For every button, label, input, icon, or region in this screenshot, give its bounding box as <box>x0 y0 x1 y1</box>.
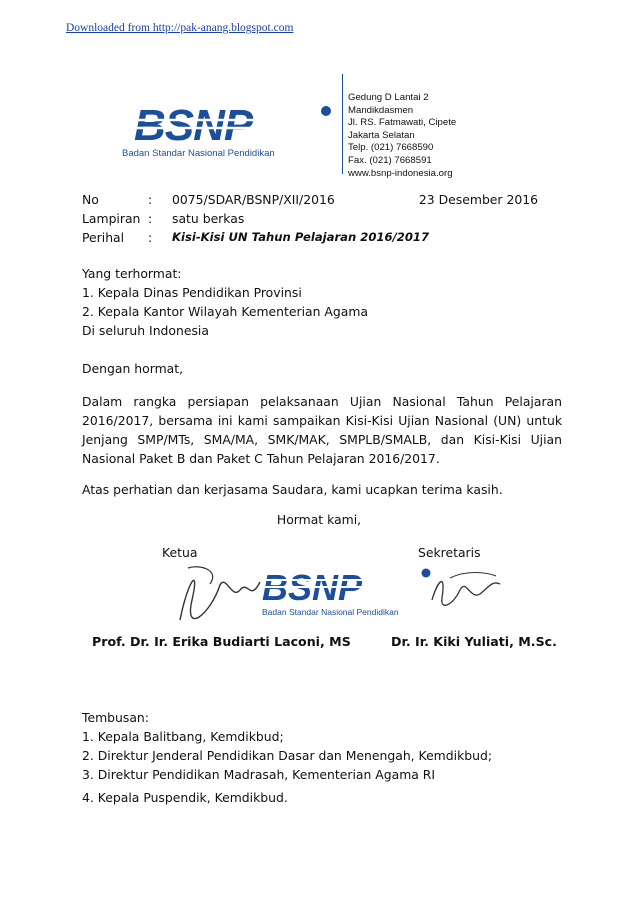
colon: : <box>148 230 153 245</box>
closing: Hormat kami, <box>276 512 362 527</box>
recipient-location: Di seluruh Indonesia <box>82 323 209 338</box>
ketua-title: Ketua <box>162 545 198 560</box>
meta-row-no <box>82 190 542 209</box>
stamp-wordmark: BSNP <box>262 567 363 608</box>
stamp-subtitle: Badan Standar Nasional Pendidikan <box>262 607 399 617</box>
recipient-salutation: Yang terhormat: <box>82 266 182 281</box>
perihal-label: Perihal <box>82 230 125 245</box>
sekretaris-signature-icon <box>432 582 500 606</box>
sekretaris-name: Dr. Ir. Kiki Yuliati, M.Sc. <box>391 634 557 649</box>
address-line: Fax. (021) 7668591 <box>348 154 432 166</box>
colon: : <box>148 192 153 207</box>
greeting: Dengan hormat, <box>82 361 184 376</box>
ketua-signature-icon <box>180 580 260 620</box>
signature-area <box>170 560 510 630</box>
tembusan-item: 4. Kepala Puspendik, Kemdikbud. <box>82 790 288 805</box>
bsnp-logo-graphic <box>120 102 342 162</box>
address-line: www.bsnp-indonesia.org <box>348 167 453 179</box>
letter-date: 23 Desember 2016 <box>418 192 538 207</box>
tembusan <box>82 708 562 807</box>
sekretaris-title: Sekretaris <box>418 545 481 560</box>
signature-graphic <box>170 560 510 630</box>
bsnp-logo <box>120 74 343 174</box>
download-link[interactable]: Downloaded from http://pak-anang.blogspot.com <box>66 22 294 34</box>
body-paragraph: Dalam rangka persiapan pelaksanaan Ujian Nasional Tahun Pelajaran 2016/2017, bersama ini kami sampaikan Kisi-Kisi Ujian Nasional (UN) untuk Jenjang SMP/MTs, SMA/MA, SMK/MAK, SMPLB/SMALB, dan Kisi-Kisi Ujian Nasional Paket B dan Paket C Tahun Pelajaran 2016/2017. <box>82 394 562 466</box>
logo-wordmark: BSNP <box>134 102 253 150</box>
lampiran-value: satu berkas <box>172 211 245 226</box>
recipients <box>82 264 562 340</box>
address-line: Telp. (021) 7668590 <box>348 142 434 154</box>
ketua-name: Prof. Dr. Ir. Erika Budiarti Laconi, MS <box>92 634 351 649</box>
no-label: No <box>82 192 99 207</box>
perihal-value: Kisi-Kisi UN Tahun Pelajaran 2016/2017 <box>172 230 430 244</box>
logo-dot-icon <box>321 106 331 116</box>
address-line: Gedung D Lantai 2 <box>348 92 429 103</box>
tembusan-item: 3. Direktur Pendidikan Madrasah, Kementerian Agama RI <box>82 767 436 782</box>
body-paragraph: Atas perhatian dan kerjasama Saudara, kami ucapkan terima kasih. <box>82 482 503 497</box>
letter-meta <box>82 190 542 247</box>
recipient-item: 1. Kepala Dinas Pendidikan Provinsi <box>82 285 302 300</box>
meta-row-perihal <box>82 228 542 247</box>
address-line: Jakarta Selatan <box>348 129 415 141</box>
letter-number: 0075/SDAR/BSNP/XII/2016 <box>172 192 335 207</box>
stamp-dot-icon <box>422 569 431 578</box>
letter-body <box>82 359 562 499</box>
tembusan-item: 1. Kepala Balitbang, Kemdikbud; <box>82 729 284 744</box>
meta-row-lampiran <box>82 209 542 228</box>
letterhead-address <box>348 92 456 180</box>
tembusan-label: Tembusan: <box>82 710 149 725</box>
tembusan-item: 2. Direktur Jenderal Pendidikan Dasar dan Menengah, Kemdikbud; <box>82 748 492 763</box>
address-line: Mandikdasmen <box>348 104 414 116</box>
logo-subtitle: Badan Standar Nasional Pendidikan <box>122 148 275 159</box>
letterhead <box>120 74 480 179</box>
colon: : <box>148 211 153 226</box>
address-line: Jl. RS. Fatmawati, Cipete <box>348 117 457 129</box>
recipient-item: 2. Kepala Kantor Wilayah Kementerian Agama <box>82 304 368 319</box>
lampiran-label: Lampiran <box>82 211 141 226</box>
